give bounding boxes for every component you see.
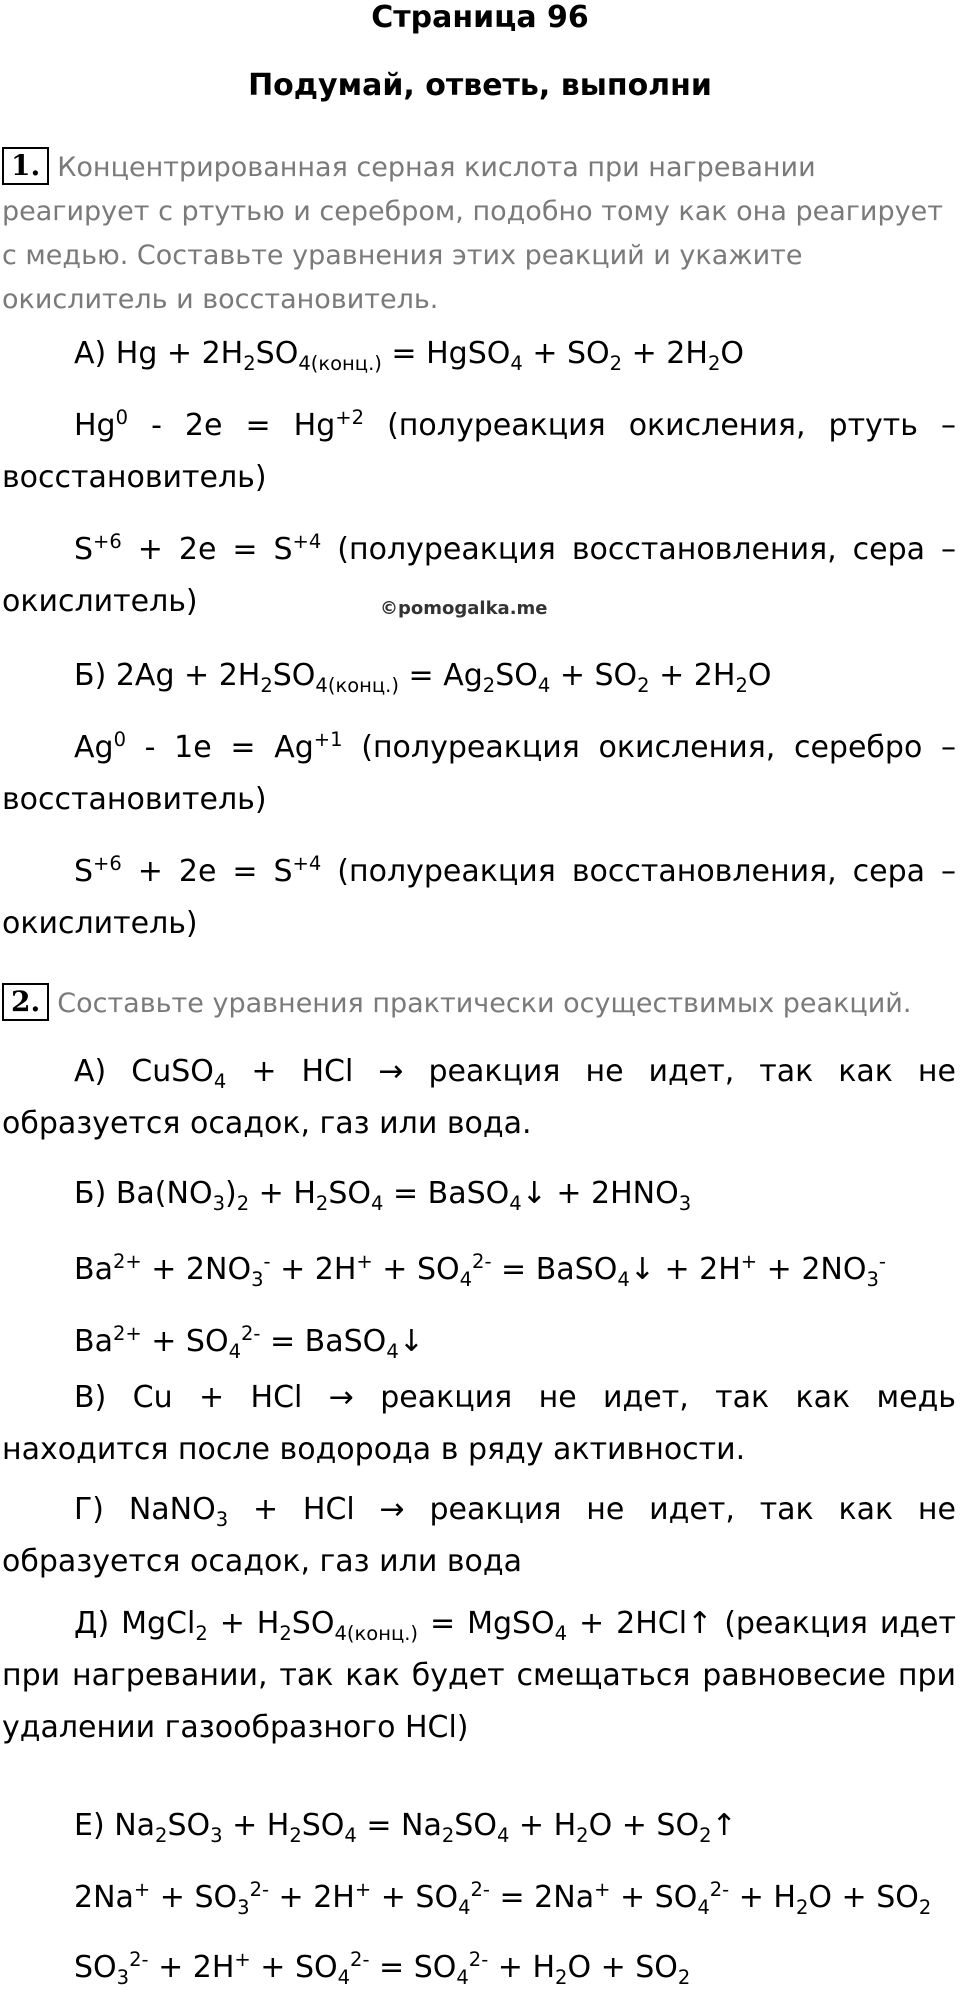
half-reaction-hg: $Hg^0 - 2e = Hg^{+2}$ (полуреакция окисления, ртуть – восстановитель) bbox=[2, 406, 956, 495]
task-2 bbox=[2, 982, 956, 1026]
task-1-prompt: Концентрированная серная кислота при нагревании реагирует с ртутью и серебром, подобно тому как она реагирует с медью. Составьте уравнения этих реакций и укажите окислитель и восстановитель. bbox=[2, 152, 943, 315]
reaction-2b-full-ionic: $Ba^{2+} + 2NO_3^- + 2H^+ + SO_4^{2-}$ = BaSO$_4$↓ + $2H^+ + 2NO_3^-$ bbox=[74, 1250, 886, 1291]
equation-1a: А) $Hg + 2H_2SO_{4(конц.)}$ = HgSO$_4$ + $SO_2 + 2H_2O$ bbox=[74, 336, 744, 375]
reaction-2e-short-ionic: $SO_3^{2-} + 2H^+ + SO_4^{2-} = SO_4^{2-} + H_2O + SO_2$ bbox=[74, 1948, 691, 1989]
watermark: ©pomogalka.me bbox=[380, 598, 548, 619]
half-reaction-s-2: $S^{+6} + 2e = S^{+4}$ (полуреакция восстановления, сера – окислитель) bbox=[2, 852, 956, 941]
reaction-2e-molecular: Е) $Na_2SO_3 + H_2SO_4 = Na_2SO_4 + H_2O$ + $SO_2↑$ bbox=[74, 1808, 737, 1847]
task-1 bbox=[2, 146, 956, 322]
task-1-number: 1. bbox=[2, 147, 49, 185]
half-reaction-s-1: $S^{+6} + 2e = S^{+4}$ (полуреакция восстановления, сера – окислитель) bbox=[2, 530, 956, 619]
half-reaction-ag: $Ag^0 - 1e = Ag^{+1}$ (полуреакция окисления, серебро – восстановитель) bbox=[2, 728, 956, 817]
equation-1b: Б) $2Ag + 2H_2SO_{4(конц.)} = Ag_2SO_4 + SO_2 + 2H_2O$ bbox=[74, 658, 772, 697]
reaction-2b-molecular: Б) $Ba(NO_3)_2 + H_2SO_4$ = BaSO$_4$↓ + $2HNO_3$ bbox=[74, 1176, 692, 1215]
reaction-2v: В) Cu + HCl → реакция не идет, так как медь находится после водорода в ряду активности. bbox=[2, 1380, 956, 1467]
task-2-number: 2. bbox=[2, 983, 49, 1021]
task-2-prompt: Составьте уравнения практически осуществимых реакций. bbox=[57, 988, 912, 1019]
reaction-2a: А) CuSO$_4$ + HCl → реакция не идет, так как не образуется осадок, газ или вода. bbox=[2, 1054, 956, 1141]
reaction-2d: Д) MgCl$_2$ + $H_2SO_{4(конц.)}$ = MgSO$_4$ + 2HCl↑ (реакция идет при нагревании, так как будет смещаться равновесие при удалении газообразного HCl) bbox=[2, 1606, 956, 1745]
reaction-2b-short-ionic: $Ba^{2+} + SO_4^{2-}$ = BaSO$_4$↓ bbox=[74, 1322, 424, 1363]
page-title: Страница 96 bbox=[371, 0, 589, 35]
reaction-2g: Г) NaNO$_3$ + HCl → реакция не идет, так как не образуется осадок, газ или вода bbox=[2, 1492, 956, 1579]
section-title: Подумай, ответь, выполни bbox=[248, 68, 712, 103]
reaction-2e-full-ionic: $2Na^+ + SO_3^{2-} + 2H^+ + SO_4^{2-} = 2Na^+ + SO_4^{2-} + H_2O + SO_2$ bbox=[74, 1878, 932, 1919]
